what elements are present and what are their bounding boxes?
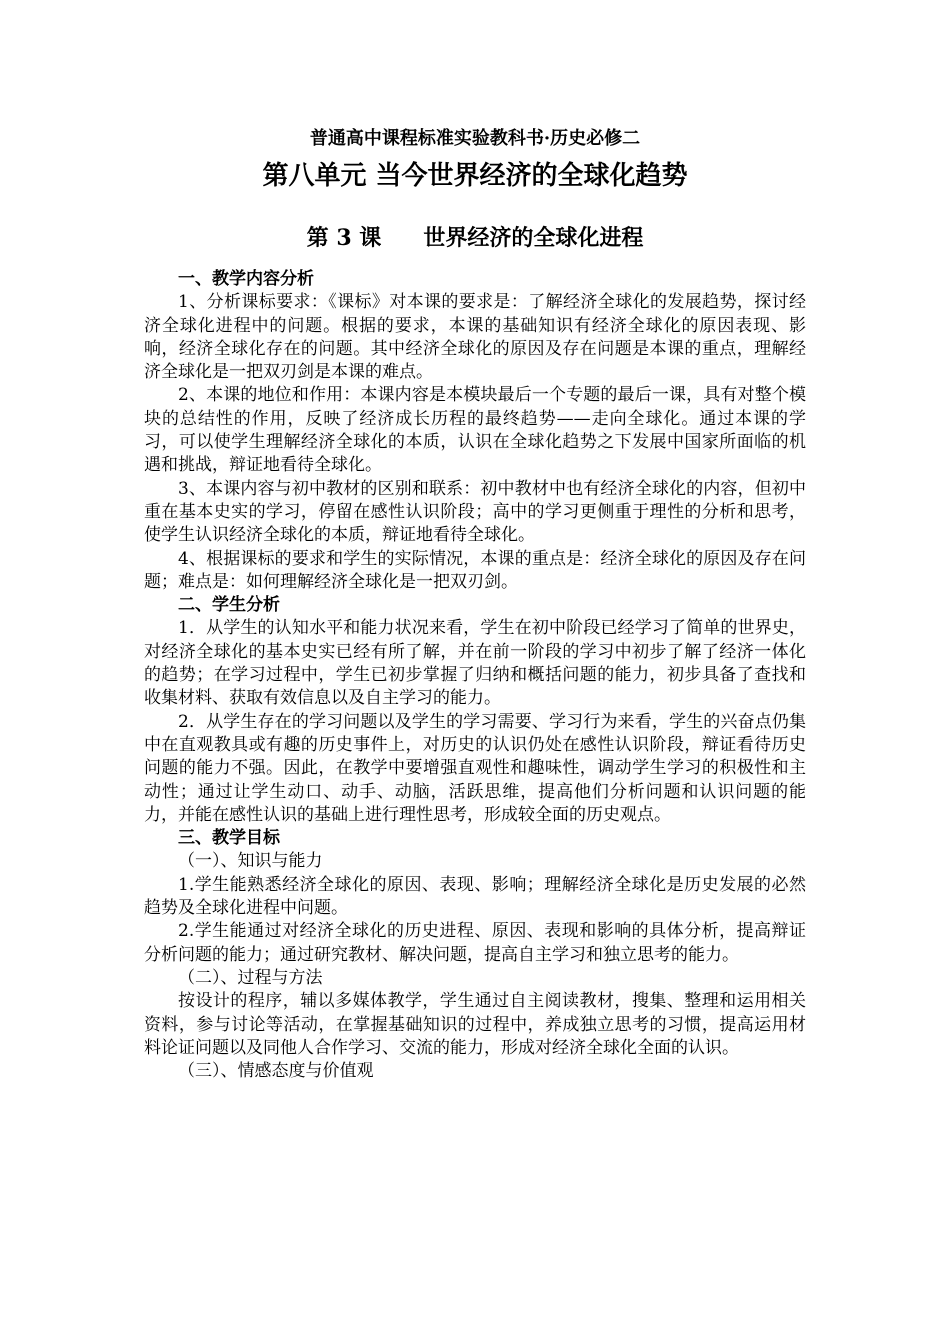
subheading-values: （三）、情感态度与价值观 (178, 1061, 374, 1082)
paragraph: 3、本课内容与初中教材的区别和联系：初中教材中也有经济全球化的内容，但初中重在基本史实的学习，停留在感性认识阶段；高中的学习更侧重于理性的分析和思考，使学生认识经济全球化的本质，辩证地看待全球化。 (144, 478, 806, 546)
paragraph: 2、本课的地位和作用：本课内容是本模块最后一个专题的最后一课，具有对整个模块的总结性的作用，反映了经济成长历程的最终趋势——走向全球化。通过本课的学习，可以使学生理解经济全球化的本质，认识在全球化趋势之下发展中国家所面临的机遇和挑战，辩证地看待全球化。 (144, 385, 806, 476)
paragraph: 1．从学生的认知水平和能力状况来看，学生在初中阶段已经学习了简单的世界史，对经济全球化的基本史实已经有所了解，并在前一阶段的学习中初步了解了经济一体化的趋势；在学习过程中，学生已初步掌握了归纳和概括问题的能力，初步具备了查找和收集材料、获取有效信息以及自主学习的能力。 (144, 618, 806, 709)
lesson-title (0, 222, 950, 254)
unit-title: 第八单元 当今世界经济的全球化趋势 (262, 161, 688, 191)
paragraph: 2.学生能通过对经济全球化的历史进程、原因、表现和影响的具体分析，提高辩证分析问题的能力；通过研究教材、解决问题，提高自主学习和独立思考的能力。 (144, 921, 806, 965)
subheading-knowledge: （一）、知识与能力 (178, 851, 323, 872)
section-heading-content-analysis: 一、教学内容分析 (178, 269, 314, 289)
paragraph: 1、分析课标要求：《课标》对本课的要求是：了解经济全球化的发展趋势，探讨经济全球化进程中的问题。根据的要求，本课的基础知识有经济全球化的原因表现、影响，经济全球化存在的问题。其中经济全球化的原因及存在问题是本课的重点，理解经济全球化是一把双刃剑是本课的难点。 (144, 292, 806, 383)
lesson-name: 世界经济的全球化进程 (423, 225, 644, 251)
section-heading-student-analysis: 二、学生分析 (178, 595, 280, 616)
series-title: 普通高中课程标准实验教科书·历史必修二 (309, 128, 641, 149)
document-body (144, 268, 806, 1083)
section-heading-teaching-goals: 三、教学目标 (178, 828, 280, 849)
paragraph: 1.学生能熟悉经济全球化的原因、表现、影响；理解经济全球化是历史发展的必然趋势及全球化进程中问题。 (144, 874, 806, 919)
paragraph: 2．从学生存在的学习问题以及学生的学习需要、学习行为来看，学生的兴奋点仍集中在直观教具或有趣的历史事件上，对历史的认识仍处在感性认识阶段，辩证看待历史问题的能力不强。因此，在教学中要增强直观性和趣味性，调动学生学习的积极性和主动性；通过让学生动口、动手、动脑，活跃思维，提高他们分析问题和认识问题的能力，并能在感性认识的基础上进行理性思考，形成较全面的历史观点。 (144, 711, 806, 825)
paragraph: 4、根据课标的要求和学生的实际情况，本课的重点是：经济全球化的原因及存在问题；难点是：如何理解经济全球化是一把双刃剑。 (144, 548, 806, 592)
lesson-number: 第 3 课 (306, 225, 382, 251)
paragraph: 按设计的程序，辅以多媒体教学，学生通过自主阅读教材，搜集、整理和运用相关资料，参与讨论等活动，在掌握基础知识的过程中，养成独立思考的习惯，提高运用材料论证问题以及同他人合作学习、交流的能力，形成对经济全球化全面的认识。 (144, 991, 806, 1058)
subheading-process: （二）、过程与方法 (178, 967, 323, 988)
